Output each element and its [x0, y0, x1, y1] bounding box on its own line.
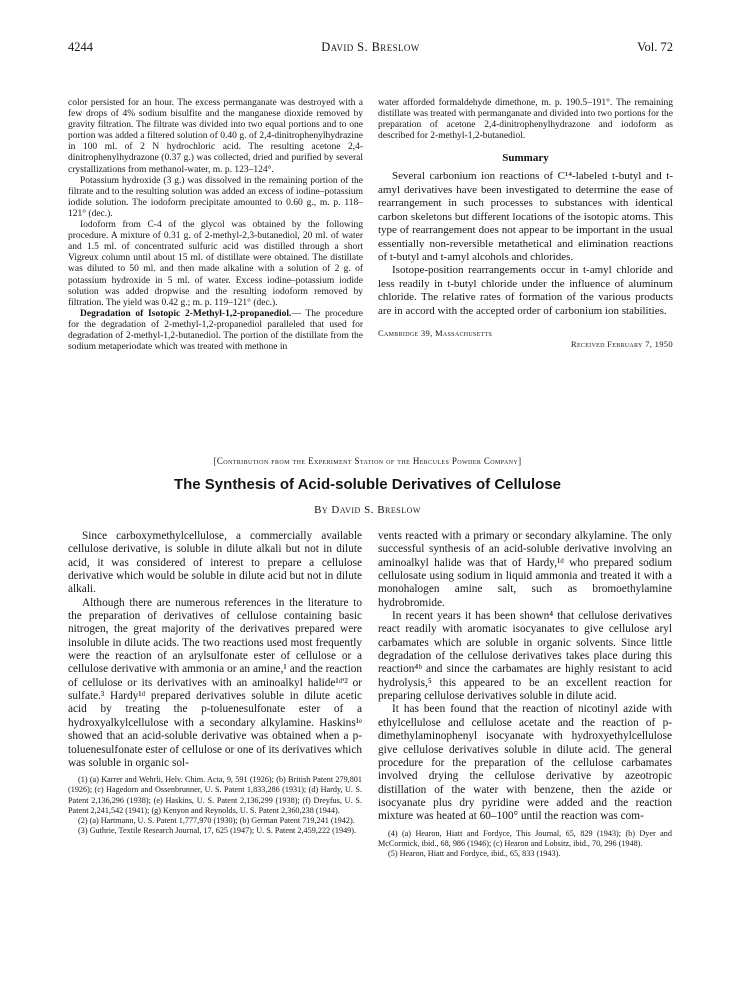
byline: By David S. Breslow [314, 504, 421, 516]
volume-label: Vol. 72 [637, 40, 673, 54]
experimental-paragraph: Potassium hydroxide (3 g.) was dissolved in the remaining portion of the filtrate and to the resulting solution was added an excess of iodine–potassium iodide solution. The iodoform precipitate amounted to 0.60 g., m. p. 118–121° (dec.). [68, 175, 363, 219]
page-number: 4244 [68, 40, 93, 54]
running-head-author: David S. Breslow [321, 40, 420, 54]
article-right-column [378, 530, 672, 859]
previous-article-left-column [68, 98, 363, 353]
received-date: Received February 7, 1950 [570, 339, 673, 350]
running-head [68, 40, 673, 58]
footnotes-left [68, 775, 362, 836]
footnote: (4) (a) Hearon, Hiatt and Fordyce, This Journal, 65, 829 (1943); (b) Dyer and McCormick, ibid., 68, 986 (1946); (c) Hearon and Lobsitz, ibid., 70, 296 (1948). [378, 828, 672, 848]
summary-heading: Summary [502, 152, 549, 165]
summary-section [378, 170, 673, 317]
body-paragraph: Since carboxymethylcellulose, a commercially available cellulose derivative, is soluble in dilute alkali but not in dilute acid, it was considered of interest to prepare a cellulose derivative which would be soluble in dilute acid but not in dilute alkali. [68, 530, 362, 596]
degradation-heading: Degradation of Isotopic 2-Methyl-1,2-propanediol. [80, 308, 292, 319]
article-title: The Synthesis of Acid-soluble Derivatives of Cellulose [173, 476, 562, 493]
body-paragraph: In recent years it has been shown⁴ that cellulose derivatives react readily with aromatic isocyanates to give cellulose aryl carbamates which are soluble in organic solvents. Since little degradation of the cellulose derivatives takes place during this reaction⁴ᵇ and since the carbamates are highly resistant to acid hydrolysis,⁵ this appeared to be an excellent reaction for preparing cellulose derivatives soluble in dilute acid. [378, 610, 672, 703]
contribution-line: [Contribution from the Experiment Station of the Hercules Powder Company] [213, 456, 522, 466]
summary-paragraph: Isotope-position rearrangements occur in t-amyl chloride and less readily in t-butyl chloride under the influence of aluminum chloride. The relative rates of formation of the various products are in accord with the accepted order of carbonium ion stabilities. [378, 264, 673, 317]
footnote: (3) Guthrie, Textile Research Journal, 17, 625 (1947); U. S. Patent 2,459,222 (1949). [78, 826, 357, 836]
summary-paragraph: Several carbonium ion reactions of C¹⁴-labeled t-butyl and t-amyl derivatives have been investigated to determine the ease of rearrangement in such processes to substances with identical carbon skeletons but different locations of the isotopic atoms. This type of rearrangement does not appear to be important in the usual essentially non-reversible metathetical and elimination reactions of t-butyl and t-amyl alcohols and chlorides. [378, 170, 673, 263]
body-paragraph: vents reacted with a primary or secondary alkylamine. The only successful synthesis of an acid-soluble derivative involving an aminoalkyl halide was that of Hardy,¹ᵈ who prepared sodium cellulosate using sodium in liquid ammonia and treated it with a monohalogen amine salt, such as bromoethylamine hydrobromide. [378, 530, 672, 609]
footnotes-right [378, 829, 672, 860]
footnote: (5) Hearon, Hiatt and Fordyce, ibid., 65, 833 (1943). [388, 848, 561, 858]
experimental-paragraph: Iodoform from C-4 of the glycol was obtained by the following procedure. A mixture of 0.31 g. of 2-methyl-2,3-butanediol, 20 ml. of water and 1.5 ml. of concentrated sulfuric acid was distilled through a short Vigreux column until about 15 ml. of distillate were obtained. The distillate was diluted to 50 ml. and then made alkaline with a solution of 2 g. of potassium hydroxide in 5 ml. of water. Excess iodine–potassium iodide solution was added dropwise and the resulting iodoform removed by filtration. The yield was 0.42 g.; m. p. 119–121° (dec.). [68, 220, 363, 308]
article-left-column [68, 530, 362, 836]
affiliation: Cambridge 39, Massachusetts [378, 327, 493, 338]
experimental-paragraph: color persisted for an hour. The excess permanganate was destroyed with a few drops of 4% sodium bisulfite and the manganese dioxide removed by gravity filtration. The filtrate was divided into two equal portions and to one portion was added a filtered solution of 0.40 g. of 2,4-dinitrophenylhydrazine in 100 ml. of 2 N hydrochloric acid. The resulting acetone 2,4-dinitrophenylhydrazone (0.37 g.) was collected, dried and purified by several crystallizations from methanol-water, m. p. 123–124°. [68, 98, 363, 175]
previous-article-right-column [378, 98, 673, 350]
experimental-continuation: water afforded formaldehyde dimethone, m. p. 190.5–191°. The remaining distillate was treated with permanganate and divided into two portions for the preparation of acetone 2,4-dinitrophenylhydrazone and iodoform as described for 2-methyl-1,2-butanediol. [378, 98, 673, 142]
body-paragraph: It has been found that the reaction of nicotinyl azide with ethylcellulose and cellulose acetate and the reaction of p-dimethylaminophenyl isocyanate with hydroxyethylcellulose give cellulose derivatives soluble in dilute acid. The general procedure for the preparation of the cellulose carbamates involved drying the cellulose derivative by azeotropic distillation of the water with benzene, then the azide or isocyanate plus dry pyridine were added and the reaction mixture was heated at 60–100° until the reaction was com- [378, 703, 672, 823]
body-paragraph: Although there are numerous references in the literature to the preparation of derivatives of cellulose containing basic nitrogen, the great majority of the derivatives prepared were insoluble in dilute acids. The two reactions used most frequently were the reaction of an arylsulfonate ester of cellulose or a cellulose derivative with ammonia or an amine,¹ and the reaction of cellulose or its derivatives with an aminoalkyl halide¹ᵈ'² or sulfate.³ Hardy¹ᵈ prepared derivatives soluble in dilute acetic acid by treating the p-toluenesulfonate ester of a hydroxyalkylcellulose with a secondary alkylamine. Haskins¹ᵉ showed that an acid-soluble derivative was obtained when a p-toluenesulfonate ester of cellulose or one of its derivatives which was soluble in organic sol- [68, 596, 362, 769]
footnote: (1) (a) Karrer and Wehrli, Helv. Chim. Acta, 9, 591 (1926); (b) British Patent 279,801 (1926); (c) Hagedorn and Ossenbrunner, U. S. Patent 1,833,286 (1931); (d) Hardy, U. S. Patent 2,136,296 (1938); (e) Haskins, U. S. Patent 2,136,299 (1938); (f) Dreyfus, U. S. Patent 2,241,542 (1941); (g) Kenyon and Reynolds, U. S. Patent 2,360,238 (1944). [68, 775, 362, 815]
degradation-paragraph [68, 309, 363, 353]
degradation-text: — The procedure for the degradation of 2-methyl-1,2-propanediol paralleled that used for degradation of 2-methyl-1,2-butanediol. The portion of the distillate from the sodium metaperiodate which was treated with methone in [68, 308, 363, 353]
footnote: (2) (a) Hartmann, U. S. Patent 1,777,970 (1930); (b) German Patent 719,241 (1942). [78, 816, 355, 825]
